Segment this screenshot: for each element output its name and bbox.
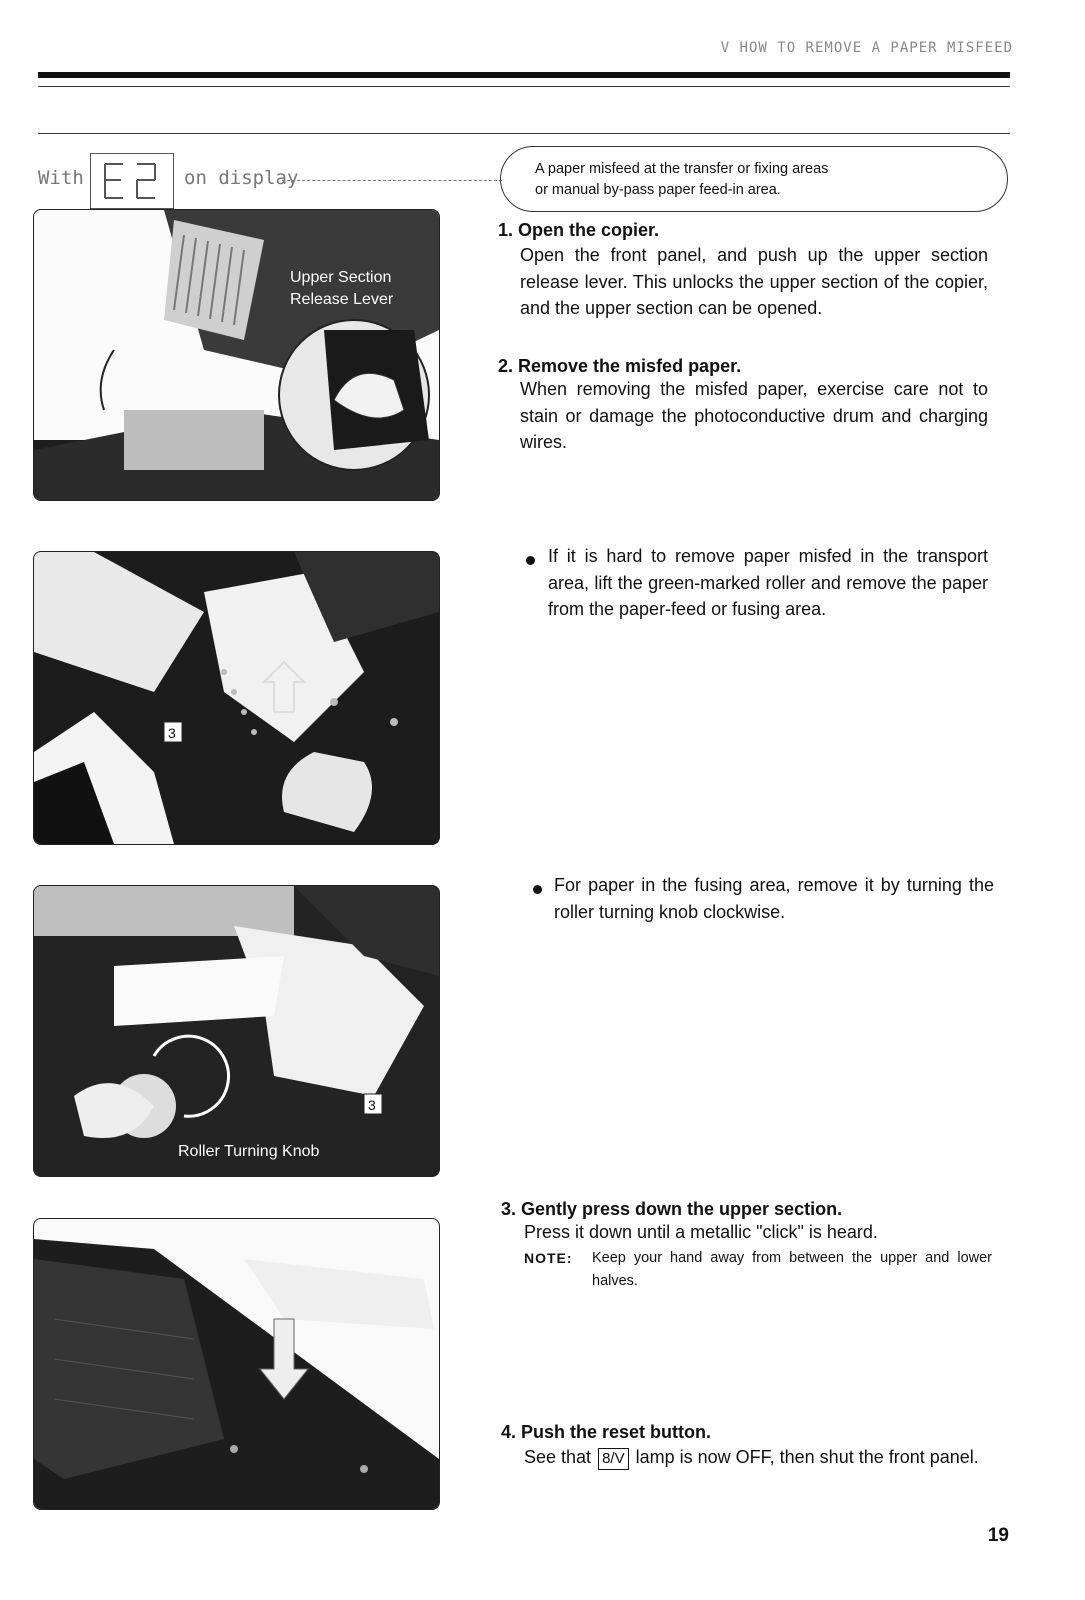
step4-body: [524, 1444, 992, 1471]
display-prefix: With: [38, 167, 84, 189]
photo1-label-line2: Release Lever: [290, 291, 394, 308]
step1-body: Open the front panel, and push up the upper section release lever. This unlocks the upper section of the copier, and the upper section can be opened.: [520, 245, 988, 318]
lamp-symbol-icon: 8/V: [598, 1448, 629, 1470]
callout-line-2: or manual by-pass paper feed-in area.: [535, 182, 781, 198]
display-suffix: on display: [184, 167, 299, 189]
photo2-marker: 3: [168, 725, 176, 741]
photo3-marker: 3: [368, 1097, 376, 1113]
step4-body-before: See that: [524, 1447, 592, 1467]
photo-roller-knob: [33, 885, 440, 1177]
header-rule-thick: [38, 72, 1010, 78]
photo-remove-paper: [33, 551, 440, 845]
bullet-icon: [533, 885, 542, 894]
seven-segment-display-icon: [90, 153, 174, 209]
step2-title: 2. Remove the misfed paper.: [498, 356, 742, 376]
step1-title: 1. Open the copier.: [498, 220, 660, 240]
misfeed-location-callout: [500, 146, 1008, 212]
callout-leader-line: [282, 180, 502, 181]
step3-body: Press it down until a metallic "click" is heard.: [524, 1222, 878, 1242]
step4-title: 4. Push the reset button.: [501, 1422, 712, 1442]
chapter-title: V HOW TO REMOVE A PAPER MISFEED: [720, 40, 1013, 56]
step3-title: 3. Gently press down the upper section.: [501, 1199, 843, 1219]
note-text: Keep your hand away from between the upper and lower halves.: [592, 1250, 992, 1289]
header-rule-thin: [38, 86, 1010, 87]
callout-line-1: A paper misfeed at the transfer or fixing areas: [535, 161, 829, 177]
photo-press-upper-section: [33, 1218, 440, 1510]
step4-body-after: lamp is now OFF, then shut the front panel.: [635, 1447, 979, 1467]
photo1-label-line1: Upper Section: [290, 269, 392, 286]
photo3-label: Roller Turning Knob: [178, 1143, 320, 1160]
note-label: NOTE:: [524, 1250, 573, 1266]
bullet2-text: For paper in the fusing area, remove it by turning the roller turning knob clockwise.: [554, 875, 994, 922]
bullet-icon: [526, 556, 535, 565]
page-number: 19: [987, 1525, 1009, 1546]
step2-body: When removing the misfed paper, exercise care not to stain or damage the photoconductive drum and charging wires.: [520, 379, 988, 452]
photo-open-copier: [33, 209, 440, 501]
bullet1-text: If it is hard to remove paper misfed in the transport area, lift the green-marked roller and remove the paper from the paper-feed or fusing area.: [548, 546, 988, 619]
section-divider: [38, 133, 1010, 134]
